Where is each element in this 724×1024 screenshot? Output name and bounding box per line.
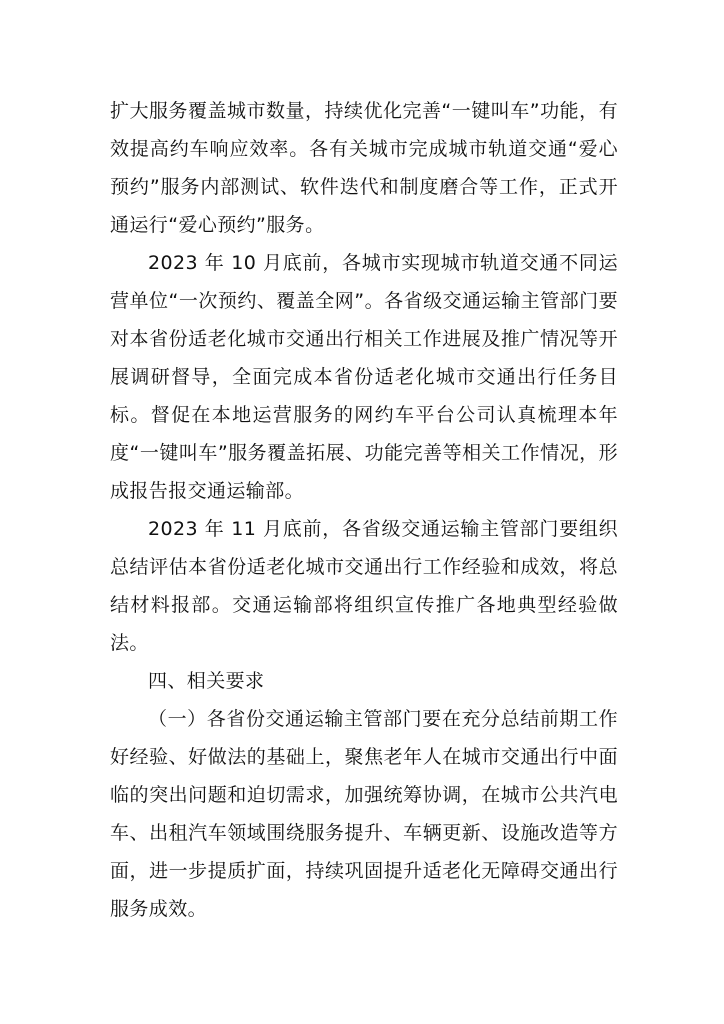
paragraph-october-deadline: 2023 年 10 月底前，各城市实现城市轨道交通不同运营单位“一次预约、覆盖全网”。各省级交通运输主管部门要对本省份适老化城市交通出行相关工作进展及推广情况等开展调研督导，全面完成本省份适老化城市交通出行任务目标。督促在本地运营服务的网约车平台公司认真梳理本年度“一键叫车”服务覆盖拓展、功能完善等相关工作情况，形成报告报交通运输部。	[110, 252, 618, 502]
paragraph-requirement-one: （一）各省份交通运输主管部门要在充分总结前期工作好经验、好做法的基础上，聚焦老年人在城市交通出行中面临的突出问题和迫切需求，加强统筹协调，在城市公共汽电车、出租汽车领域围绕服务提升、车辆更新、设施改造等方面，进一步提质扩面，持续巩固提升适老化无障碍交通出行服务成效。	[110, 708, 618, 920]
paragraph-november-deadline: 2023 年 11 月底前，各省级交通运输主管部门要组织总结评估本省份适老化城市交通出行工作经验和成效，将总结材料报部。交通运输部将组织宣传推广各地典型经验做法。	[110, 518, 618, 654]
section-heading-requirements: 四、相关要求	[148, 670, 265, 692]
paragraph-continued-intro: 扩大服务覆盖城市数量，持续优化完善“一键叫车”功能，有效提高约车响应效率。各有关城市完成城市轨道交通“爱心预约”服务内部测试、软件迭代和制度磨合等工作，正式开通运行“爱心预约”服务。	[110, 100, 618, 236]
document-body	[110, 92, 618, 928]
